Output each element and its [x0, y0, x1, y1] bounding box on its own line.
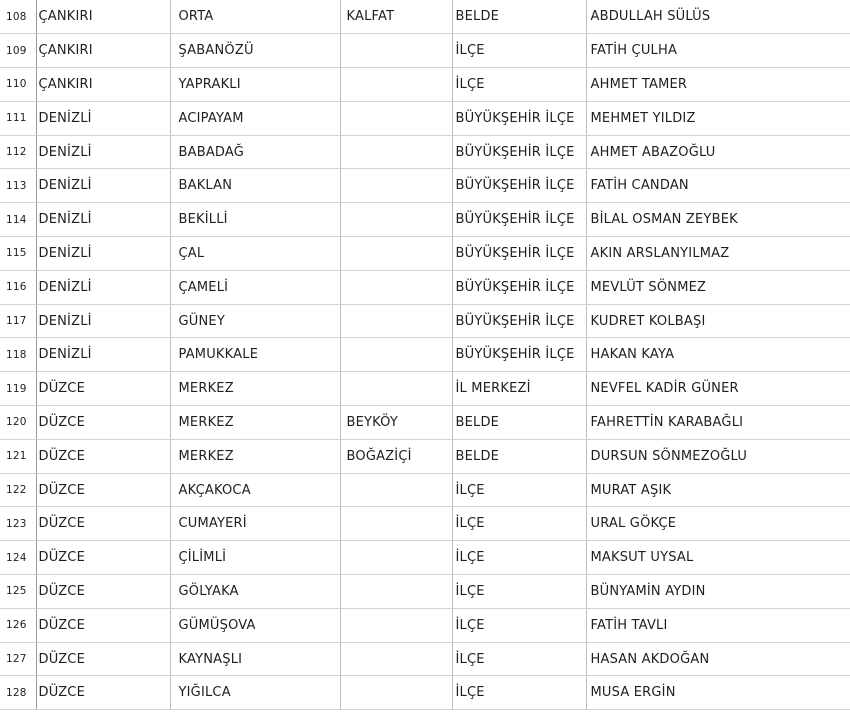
- candidate-name-cell[interactable]: BİLAL OSMAN ZEYBEK: [586, 203, 850, 237]
- candidate-name-cell[interactable]: FATİH CANDAN: [586, 169, 850, 203]
- row-number-cell[interactable]: 108: [0, 0, 36, 34]
- municipality-type-cell[interactable]: BÜYÜKŞEHİR İLÇE: [452, 338, 586, 372]
- town-cell[interactable]: KALFAT: [340, 0, 452, 34]
- table-row: [0, 169, 850, 203]
- district-cell[interactable]: KAYNAŞLI: [170, 642, 340, 676]
- row-number-cell[interactable]: 114: [0, 203, 36, 237]
- candidate-name-cell[interactable]: MAKSUT UYSAL: [586, 541, 850, 575]
- table-row: [0, 135, 850, 169]
- province-cell[interactable]: DENİZLİ: [36, 304, 170, 338]
- town-cell[interactable]: [340, 507, 452, 541]
- row-number-cell[interactable]: 122: [0, 473, 36, 507]
- row-number-cell[interactable]: 125: [0, 575, 36, 609]
- province-cell[interactable]: DENİZLİ: [36, 270, 170, 304]
- province-cell[interactable]: DÜZCE: [36, 473, 170, 507]
- municipality-type-cell[interactable]: BÜYÜKŞEHİR İLÇE: [452, 169, 586, 203]
- municipality-type-cell[interactable]: İLÇE: [452, 608, 586, 642]
- row-number-cell[interactable]: 120: [0, 406, 36, 440]
- row-number-cell[interactable]: 127: [0, 642, 36, 676]
- municipality-type-cell[interactable]: BÜYÜKŞEHİR İLÇE: [452, 135, 586, 169]
- town-cell[interactable]: [340, 169, 452, 203]
- town-cell[interactable]: [340, 68, 452, 102]
- table-row: [0, 372, 850, 406]
- row-number-cell[interactable]: 110: [0, 68, 36, 102]
- row-number-cell[interactable]: 123: [0, 507, 36, 541]
- candidate-name-cell[interactable]: FATİH ÇULHA: [586, 34, 850, 68]
- district-cell[interactable]: AKÇAKOCA: [170, 473, 340, 507]
- table-row: [0, 270, 850, 304]
- district-cell[interactable]: GÜNEY: [170, 304, 340, 338]
- municipality-type-cell[interactable]: İLÇE: [452, 541, 586, 575]
- table-row: [0, 642, 850, 676]
- province-cell[interactable]: DENİZLİ: [36, 169, 170, 203]
- district-cell[interactable]: GÖLYAKA: [170, 575, 340, 609]
- row-number-cell[interactable]: 121: [0, 439, 36, 473]
- municipality-type-cell[interactable]: BÜYÜKŞEHİR İLÇE: [452, 203, 586, 237]
- candidate-name-cell[interactable]: BÜNYAMİN AYDIN: [586, 575, 850, 609]
- row-number-cell[interactable]: 124: [0, 541, 36, 575]
- town-cell[interactable]: [340, 541, 452, 575]
- candidate-name-cell[interactable]: MUSA ERGİN: [586, 676, 850, 710]
- table-row: [0, 0, 850, 34]
- candidate-name-cell[interactable]: MURAT AŞIK: [586, 473, 850, 507]
- row-number-cell[interactable]: 111: [0, 101, 36, 135]
- candidate-name-cell[interactable]: KUDRET KOLBAŞI: [586, 304, 850, 338]
- district-cell[interactable]: ACIPAYAM: [170, 101, 340, 135]
- province-cell[interactable]: DENİZLİ: [36, 203, 170, 237]
- table-row: [0, 101, 850, 135]
- town-cell[interactable]: [340, 34, 452, 68]
- province-cell[interactable]: DÜZCE: [36, 406, 170, 440]
- table-row: [0, 676, 850, 710]
- row-number-cell[interactable]: 118: [0, 338, 36, 372]
- municipality-type-cell[interactable]: İLÇE: [452, 473, 586, 507]
- row-number-cell[interactable]: 128: [0, 676, 36, 710]
- municipality-type-cell[interactable]: İLÇE: [452, 676, 586, 710]
- town-cell[interactable]: BEYKÖY: [340, 406, 452, 440]
- table-row: [0, 406, 850, 440]
- town-cell[interactable]: [340, 372, 452, 406]
- town-cell[interactable]: [340, 575, 452, 609]
- town-cell[interactable]: [340, 203, 452, 237]
- province-cell[interactable]: DÜZCE: [36, 642, 170, 676]
- district-cell[interactable]: ÇİLİMLİ: [170, 541, 340, 575]
- province-cell[interactable]: DENİZLİ: [36, 338, 170, 372]
- town-cell[interactable]: [340, 608, 452, 642]
- candidate-name-cell[interactable]: AHMET TAMER: [586, 68, 850, 102]
- town-cell[interactable]: [340, 237, 452, 271]
- province-cell[interactable]: DENİZLİ: [36, 135, 170, 169]
- row-number-cell[interactable]: 109: [0, 34, 36, 68]
- municipality-type-cell[interactable]: İLÇE: [452, 68, 586, 102]
- district-cell[interactable]: ŞABANÖZÜ: [170, 34, 340, 68]
- district-cell[interactable]: YIĞILCA: [170, 676, 340, 710]
- town-cell[interactable]: [340, 101, 452, 135]
- candidate-name-cell[interactable]: FAHRETTİN KARABAĞLI: [586, 406, 850, 440]
- candidate-name-cell[interactable]: NEVFEL KADİR GÜNER: [586, 372, 850, 406]
- district-cell[interactable]: MERKEZ: [170, 372, 340, 406]
- district-cell[interactable]: BEKİLLİ: [170, 203, 340, 237]
- row-number-cell[interactable]: 119: [0, 372, 36, 406]
- town-cell[interactable]: [340, 642, 452, 676]
- province-cell[interactable]: ÇANKIRI: [36, 68, 170, 102]
- table-row: [0, 507, 850, 541]
- district-cell[interactable]: BABADAĞ: [170, 135, 340, 169]
- table-row: [0, 608, 850, 642]
- district-cell[interactable]: YAPRAKLI: [170, 68, 340, 102]
- candidate-name-cell[interactable]: MEHMET YILDIZ: [586, 101, 850, 135]
- district-cell[interactable]: ÇAL: [170, 237, 340, 271]
- row-number-cell[interactable]: 126: [0, 608, 36, 642]
- district-cell[interactable]: PAMUKKALE: [170, 338, 340, 372]
- candidate-name-cell[interactable]: AKIN ARSLANYILMAZ: [586, 237, 850, 271]
- town-cell[interactable]: [340, 338, 452, 372]
- municipality-type-cell[interactable]: İL MERKEZİ: [452, 372, 586, 406]
- municipality-type-cell[interactable]: BELDE: [452, 406, 586, 440]
- municipality-type-cell[interactable]: BELDE: [452, 439, 586, 473]
- municipality-type-cell[interactable]: BÜYÜKŞEHİR İLÇE: [452, 304, 586, 338]
- municipality-type-cell[interactable]: BÜYÜKŞEHİR İLÇE: [452, 101, 586, 135]
- municipality-type-cell[interactable]: İLÇE: [452, 642, 586, 676]
- table-row: [0, 338, 850, 372]
- table-row: [0, 34, 850, 68]
- town-cell[interactable]: [340, 473, 452, 507]
- row-number-cell[interactable]: 115: [0, 237, 36, 271]
- province-cell[interactable]: DÜZCE: [36, 507, 170, 541]
- table-row: [0, 237, 850, 271]
- table-row: [0, 473, 850, 507]
- table-row: [0, 575, 850, 609]
- province-cell[interactable]: ÇANKIRI: [36, 34, 170, 68]
- province-cell[interactable]: DÜZCE: [36, 439, 170, 473]
- table-row: [0, 68, 850, 102]
- district-cell[interactable]: CUMAYERİ: [170, 507, 340, 541]
- district-cell[interactable]: MERKEZ: [170, 439, 340, 473]
- district-cell[interactable]: MERKEZ: [170, 406, 340, 440]
- municipality-type-cell[interactable]: BÜYÜKŞEHİR İLÇE: [452, 270, 586, 304]
- table-row: [0, 304, 850, 338]
- province-cell[interactable]: ÇANKIRI: [36, 0, 170, 34]
- table-row: [0, 439, 850, 473]
- district-cell[interactable]: BAKLAN: [170, 169, 340, 203]
- province-cell[interactable]: DÜZCE: [36, 575, 170, 609]
- row-number-cell[interactable]: 113: [0, 169, 36, 203]
- row-number-cell[interactable]: 116: [0, 270, 36, 304]
- town-cell[interactable]: [340, 304, 452, 338]
- candidate-name-cell[interactable]: MEVLÜT SÖNMEZ: [586, 270, 850, 304]
- table-row: [0, 541, 850, 575]
- province-cell[interactable]: DENİZLİ: [36, 237, 170, 271]
- municipality-type-cell[interactable]: İLÇE: [452, 575, 586, 609]
- province-cell[interactable]: DÜZCE: [36, 608, 170, 642]
- row-number-cell[interactable]: 117: [0, 304, 36, 338]
- district-cell[interactable]: ÇAMELİ: [170, 270, 340, 304]
- district-cell[interactable]: GÜMÜŞOVA: [170, 608, 340, 642]
- district-cell[interactable]: ORTA: [170, 0, 340, 34]
- province-cell[interactable]: DÜZCE: [36, 541, 170, 575]
- municipality-type-cell[interactable]: BELDE: [452, 0, 586, 34]
- candidate-name-cell[interactable]: URAL GÖKÇE: [586, 507, 850, 541]
- town-cell[interactable]: [340, 135, 452, 169]
- row-number-cell[interactable]: 112: [0, 135, 36, 169]
- province-cell[interactable]: DÜZCE: [36, 372, 170, 406]
- town-cell[interactable]: BOĞAZİÇİ: [340, 439, 452, 473]
- municipality-type-cell[interactable]: BÜYÜKŞEHİR İLÇE: [452, 237, 586, 271]
- town-cell[interactable]: [340, 676, 452, 710]
- province-cell[interactable]: DENİZLİ: [36, 101, 170, 135]
- municipality-type-cell[interactable]: İLÇE: [452, 34, 586, 68]
- table-row: [0, 203, 850, 237]
- municipality-type-cell[interactable]: İLÇE: [452, 507, 586, 541]
- candidate-name-cell[interactable]: HASAN AKDOĞAN: [586, 642, 850, 676]
- candidate-name-cell[interactable]: DURSUN SÖNMEZOĞLU: [586, 439, 850, 473]
- province-cell[interactable]: DÜZCE: [36, 676, 170, 710]
- town-cell[interactable]: [340, 270, 452, 304]
- candidate-name-cell[interactable]: ABDULLAH SÜLÜS: [586, 0, 850, 34]
- candidate-name-cell[interactable]: HAKAN KAYA: [586, 338, 850, 372]
- candidate-name-cell[interactable]: FATİH TAVLI: [586, 608, 850, 642]
- candidate-name-cell[interactable]: AHMET ABAZOĞLU: [586, 135, 850, 169]
